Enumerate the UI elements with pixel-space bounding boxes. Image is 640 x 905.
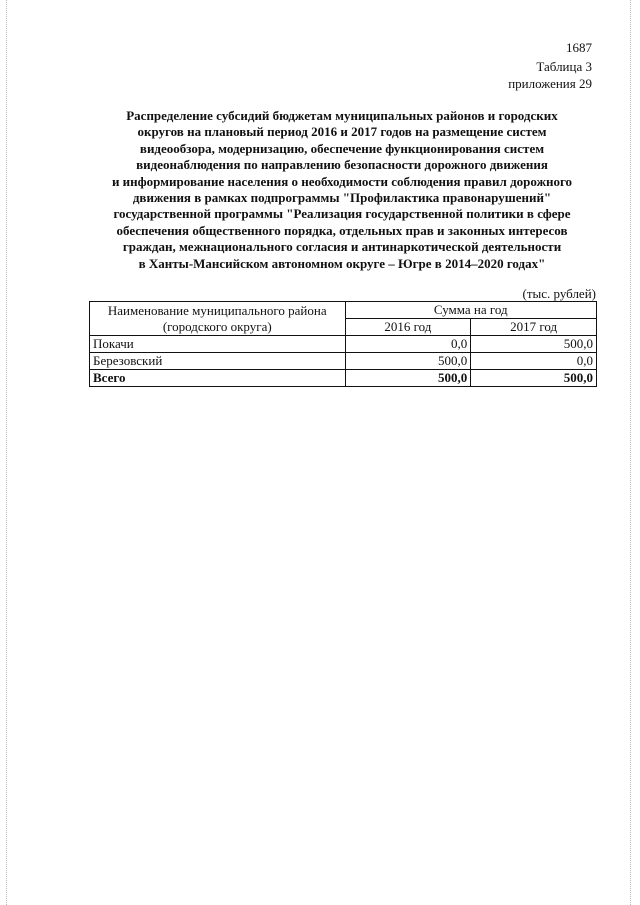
header-year-2016: 2016 год xyxy=(345,319,471,336)
units-label: (тыс. рублей) xyxy=(522,286,596,301)
table-ref-line-2: приложения 29 xyxy=(508,76,592,91)
title-line: округов на плановый период 2016 и 2017 годов на размещение систем xyxy=(137,124,547,140)
row-value-2016: 500,0 xyxy=(345,353,471,370)
row-name: Березовский xyxy=(90,353,346,370)
row-value-2017: 500,0 xyxy=(471,336,597,353)
row-value-2016: 0,0 xyxy=(345,336,471,353)
left-edge-guide xyxy=(6,0,7,905)
header-municipality-line-2: (городского округа) xyxy=(162,318,272,334)
table-total-row xyxy=(90,370,597,387)
page-number: 1687 xyxy=(566,40,592,55)
row-value-2017: 0,0 xyxy=(471,353,597,370)
right-edge-guide xyxy=(630,0,631,905)
header-municipality xyxy=(90,302,346,336)
header-sum-per-year: Сумма на год xyxy=(345,302,596,319)
title-line: государственной программы "Реализация государственной политики в сфере xyxy=(113,206,571,222)
title-line: обеспечения общественного порядка, отдельных прав и законных интересов xyxy=(116,222,568,238)
title-line: видеообзора, модернизацию, обеспечение функционирования систем xyxy=(139,140,545,156)
title-line: и информирование населения о необходимости соблюдения правил дорожного xyxy=(111,173,573,189)
document-title xyxy=(92,108,592,272)
table-reference xyxy=(508,58,592,92)
title-line: в Ханты-Мансийском автономном округе – Югре в 2014–2020 годах" xyxy=(138,255,546,271)
table-ref-line-1: Таблица 3 xyxy=(536,59,592,74)
total-label: Всего xyxy=(90,370,346,387)
subsidies-table xyxy=(89,301,597,387)
title-line: видеонаблюдения по направлению безопасности дорожного движения xyxy=(136,157,548,173)
title-line: граждан, межнационального согласия и антинаркотической деятельности xyxy=(122,239,562,255)
table-row xyxy=(90,336,597,353)
row-name: Покачи xyxy=(90,336,346,353)
title-line: Распределение субсидий бюджетам муниципальных районов и городских xyxy=(126,108,558,123)
header-municipality-line-1: Наименование муниципального района xyxy=(107,302,327,318)
header-year-2017: 2017 год xyxy=(471,319,597,336)
total-value-2017: 500,0 xyxy=(471,370,597,387)
total-value-2016: 500,0 xyxy=(345,370,471,387)
table-header-row xyxy=(90,302,597,319)
table-row xyxy=(90,353,597,370)
title-line: движения в рамках подпрограммы "Профилактика правонарушений" xyxy=(132,190,552,206)
